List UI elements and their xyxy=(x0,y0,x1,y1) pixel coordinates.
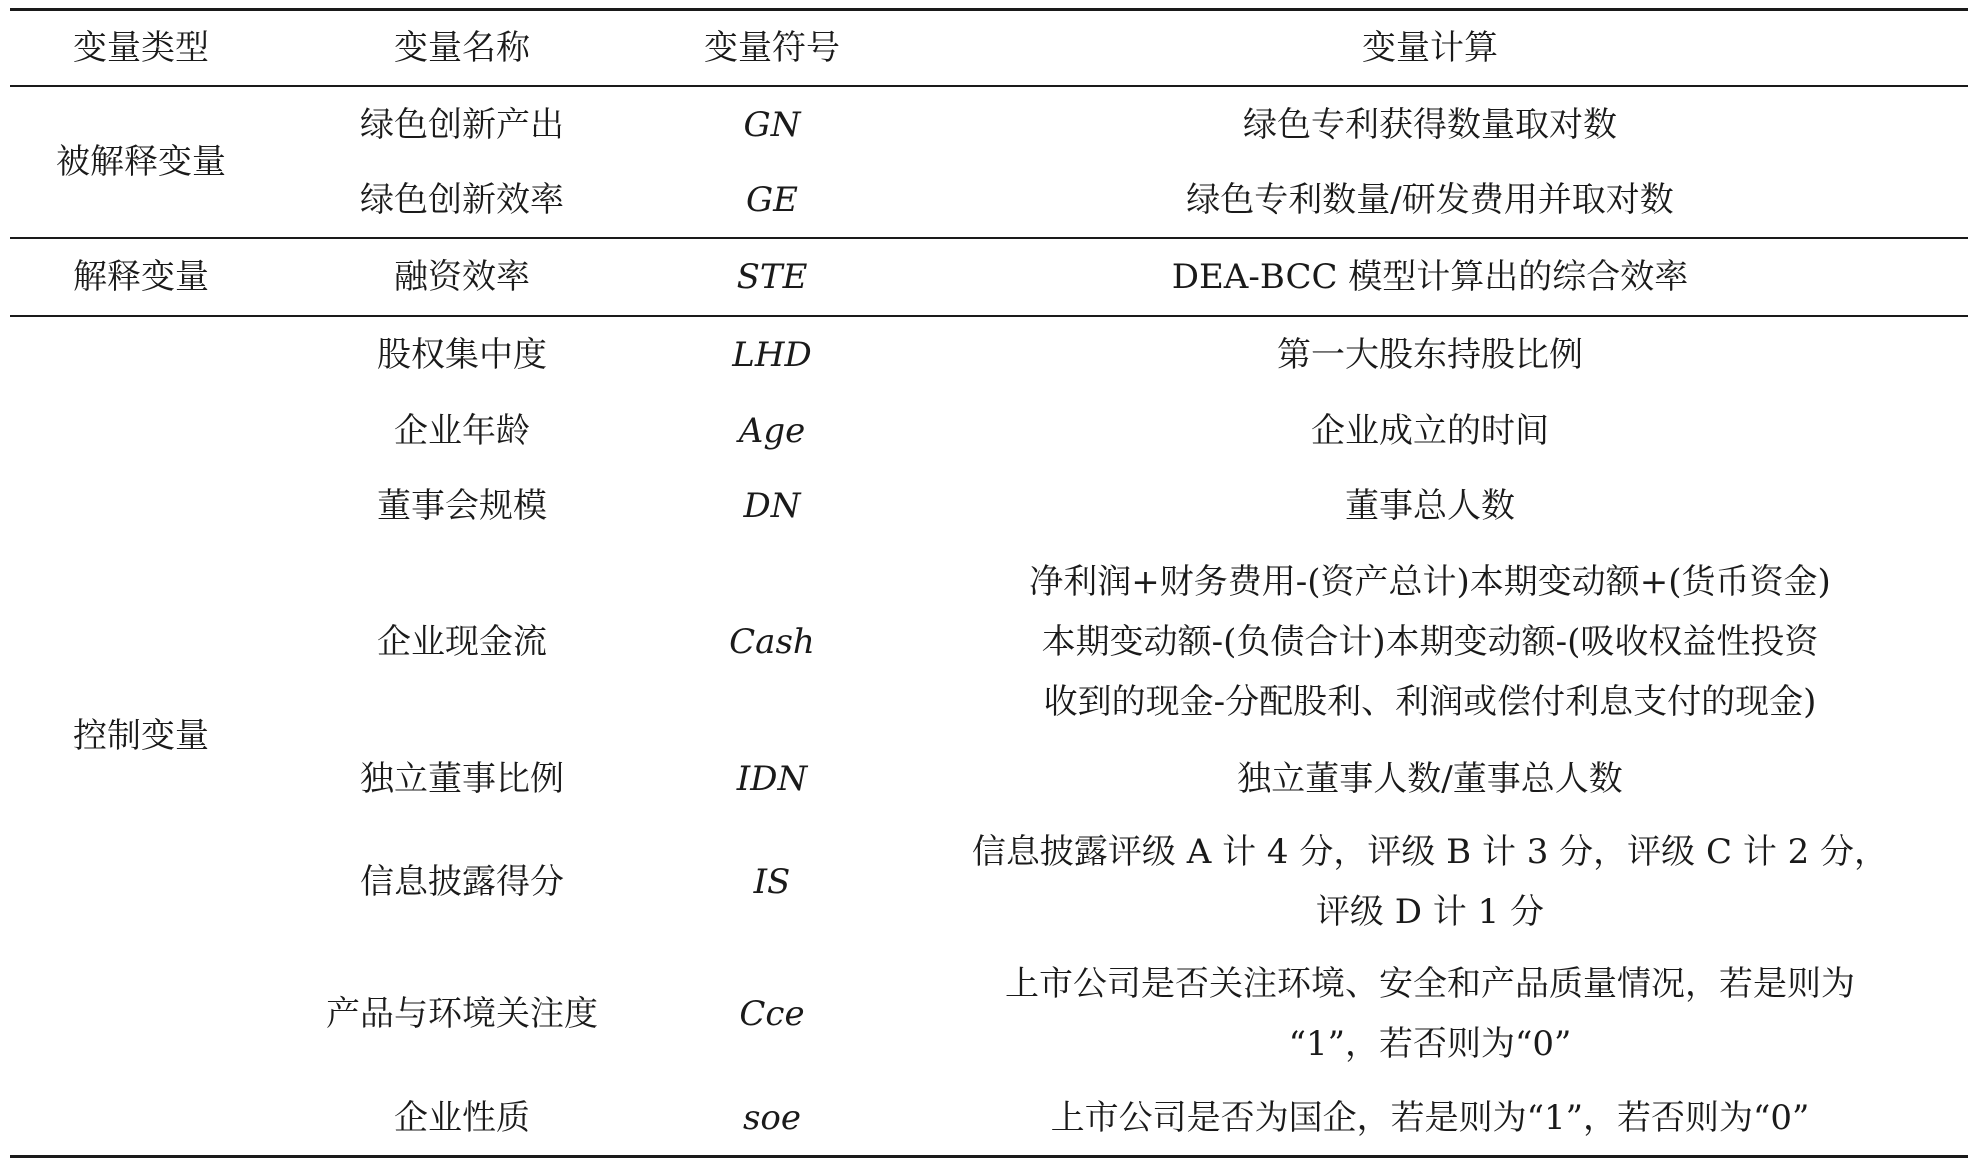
variable-calculation xyxy=(892,816,1968,948)
calc-line: 本期变动额-(负债合计)本期变动额-(吸收权益性投资 xyxy=(1041,622,1819,662)
header-variable-name: 变量名称 xyxy=(272,10,652,87)
variable-calculation: DEA-BCC 模型计算出的综合效率 xyxy=(892,238,1968,316)
variable-symbol: GN xyxy=(743,104,801,145)
header-variable-type: 变量类型 xyxy=(10,10,272,87)
variable-name: 股权集中度 xyxy=(377,335,547,375)
variable-name: 产品与环境关注度 xyxy=(326,994,598,1034)
variable-symbol: GE xyxy=(652,162,892,238)
variable-name: 企业性质 xyxy=(272,1080,652,1157)
group-dependent: 被解释变量 xyxy=(10,86,272,238)
header-variable-calculation: 变量计算 xyxy=(892,10,1968,87)
variable-symbol: soe xyxy=(652,1080,892,1157)
group-explanatory: 解释变量 xyxy=(10,238,272,316)
variable-symbol: DN xyxy=(743,485,801,526)
variable-symbol: IDN xyxy=(736,758,808,799)
variable-calculation: 绿色专利数量/研发费用并取对数 xyxy=(892,162,1968,238)
table-row xyxy=(10,238,1968,316)
variable-name: 企业现金流 xyxy=(377,622,547,662)
variable-name: 绿色创新效率 xyxy=(272,162,652,238)
table-row xyxy=(10,162,1968,238)
calc-line: “1”，若否则为“0” xyxy=(1288,1024,1572,1064)
variable-calculation: 上市公司是否为国企，若是则为“1”，若否则为“0” xyxy=(892,1080,1968,1157)
variable-calculation: 董事总人数 xyxy=(1345,485,1515,526)
table-row xyxy=(10,86,1968,162)
variable-name: 绿色创新产出 xyxy=(360,104,564,145)
variable-symbol: Cce xyxy=(739,994,805,1034)
variable-calculation: 第一大股东持股比例 xyxy=(1277,335,1583,375)
variable-symbol: Cash xyxy=(729,622,815,662)
calc-line: 净利润+财务费用-(资产总计)本期变动额+(货币资金) xyxy=(1029,562,1831,602)
variable-symbol: STE xyxy=(652,238,892,316)
table-row xyxy=(10,468,1968,543)
table-row xyxy=(10,948,1968,1080)
calc-line: 信息披露评级 A 计 4 分，评级 B 计 3 分，评级 C 计 2 分， xyxy=(971,832,1889,872)
variable-symbol: IS xyxy=(753,862,791,902)
variable-calculation: 企业成立的时间 xyxy=(1311,410,1549,451)
variable-definition-table xyxy=(10,8,1968,1158)
variable-name: 企业年龄 xyxy=(394,410,530,451)
header-variable-symbol: 变量符号 xyxy=(652,10,892,87)
table-row xyxy=(10,316,1968,393)
variable-calculation xyxy=(892,543,1968,741)
variable-name: 独立董事比例 xyxy=(360,758,564,799)
table-row xyxy=(10,816,1968,948)
table-row xyxy=(10,393,1968,468)
variable-calculation: 绿色专利获得数量取对数 xyxy=(1243,104,1617,145)
table-row xyxy=(10,741,1968,816)
variable-symbol: LHD xyxy=(732,335,812,375)
variable-name: 融资效率 xyxy=(272,238,652,316)
variable-definition-table-container xyxy=(10,8,1968,1158)
variable-name: 董事会规模 xyxy=(377,485,547,526)
group-control: 控制变量 xyxy=(10,316,272,1157)
header-row xyxy=(10,10,1968,87)
variable-name: 信息披露得分 xyxy=(360,862,564,902)
table-row xyxy=(10,1080,1968,1157)
variable-calculation xyxy=(892,948,1968,1080)
calc-line: 评级 D 计 1 分 xyxy=(1315,892,1545,932)
variable-calculation: 独立董事人数/董事总人数 xyxy=(1237,758,1623,799)
calc-line: 上市公司是否关注环境、安全和产品质量情况，若是则为 xyxy=(1005,964,1855,1004)
variable-symbol: Age xyxy=(738,410,806,451)
calc-line: 收到的现金-分配股利、利润或偿付利息支付的现金) xyxy=(1043,682,1817,722)
table-row xyxy=(10,543,1968,741)
